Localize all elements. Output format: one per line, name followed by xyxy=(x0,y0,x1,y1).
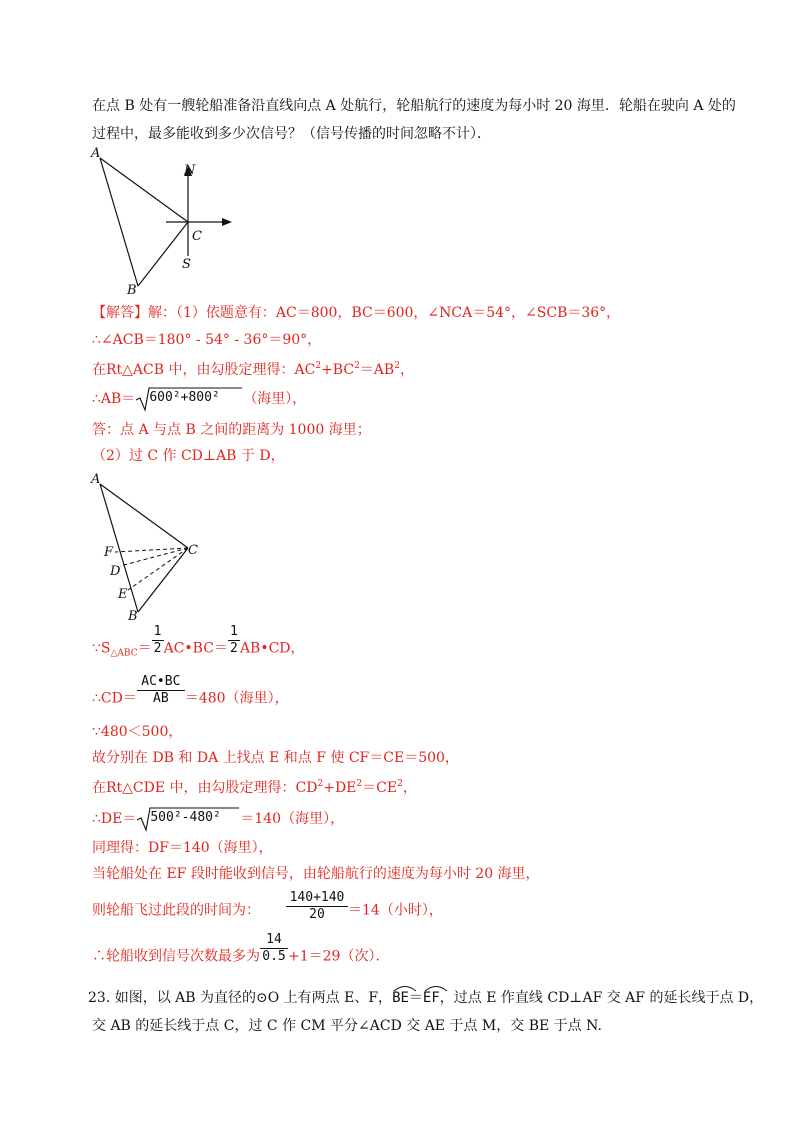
direction-label-s: S xyxy=(182,257,191,272)
radicand: 600²+800² xyxy=(149,390,220,405)
exponent: 2 xyxy=(315,361,322,371)
solution-text: ， xyxy=(402,780,417,796)
solution-line: ∴∠ACB＝180° - 54° - 36°＝90°， xyxy=(92,332,322,348)
solution-line xyxy=(92,932,390,976)
exponent: 2 xyxy=(356,779,363,789)
solution-text: ∴AB＝ xyxy=(92,391,136,407)
solution-line xyxy=(92,674,289,718)
solution-text: ， xyxy=(399,362,414,378)
solution-text: ＝480（海里）， xyxy=(184,690,289,707)
subscript: △ABC xyxy=(110,648,138,659)
problem-text-line: 过程中，最多能收到多少次信号？（信号传播的时间忽略不计）． xyxy=(92,126,491,142)
fraction-count: $\frac{14}{0.5}$ xyxy=(260,932,288,965)
solution-text: AB•CD， xyxy=(239,640,305,657)
solution-text: ＝AB xyxy=(359,362,395,378)
solution-text: +1＝29（次）． xyxy=(288,948,390,965)
solution-line xyxy=(92,356,414,380)
solution-text: （海里）， xyxy=(243,391,307,407)
arc-be: BE xyxy=(392,988,409,1008)
sqrt-expression xyxy=(136,806,240,832)
solution-line xyxy=(92,890,443,932)
solution-text: 在Rt△CDE 中，由勾股定理得：CD xyxy=(92,780,318,796)
point-label-e: E xyxy=(118,587,128,602)
solution-text: +DE xyxy=(323,780,357,796)
point-label-d: D xyxy=(110,564,121,579)
solution-text: ∴DE＝ xyxy=(92,811,137,827)
solution-line: 同理得：DF＝140（海里）， xyxy=(92,840,273,856)
solution-text: ＝CE xyxy=(362,780,398,796)
solution-text: ∵S xyxy=(92,640,111,657)
problem-23-line: 交 AB 的延长线于点 C，过 C 作 CM 平分∠ACD 交 AE 于点 M，交 BE 于点 N. xyxy=(92,1018,602,1034)
exponent: 2 xyxy=(317,779,324,789)
fraction-cd: $\frac{AC•BC}{AB}$ xyxy=(137,674,185,707)
answer-tag: 【解答】 xyxy=(92,305,148,321)
problem-text: ＝ xyxy=(408,990,423,1006)
solution-text: 则轮船飞过此段的时间为： xyxy=(92,902,260,919)
solution-text: AC•BC＝ xyxy=(163,640,228,657)
figure-triangle-compass xyxy=(80,140,250,300)
solution-line: 答：点 A 与点 B 之间的距离为 1000 海里； xyxy=(92,422,371,438)
problem-text-line: 在点 B 处有一艘轮船准备沿直线向点 A 处航行，轮船航行的速度为每小时 20 海里．轮船在驶向 A 处的 xyxy=(92,98,736,114)
point-label-a: A xyxy=(91,472,101,487)
solution-line xyxy=(92,806,344,836)
point-label-c: C xyxy=(192,229,202,244)
radicand: 500²-480² xyxy=(150,810,221,825)
point-label-f: F xyxy=(104,545,114,560)
direction-label-n: N xyxy=(184,163,196,178)
fraction-time: $\frac{140+140}{20}$ xyxy=(286,890,348,923)
solution-line xyxy=(92,386,306,416)
solution-line: 当轮船处在 EF 段时能收到信号，由轮船航行的速度为每小时 20 海里， xyxy=(92,866,540,882)
sqrt-expression xyxy=(135,386,243,412)
problem-text: 如图，以 AB 为直径的⊙O 上有两点 E、F， xyxy=(114,990,393,1006)
solution-line xyxy=(92,774,417,798)
exponent: 2 xyxy=(354,361,360,371)
problem-text: ，过点 E 作直线 CD⊥AF 交 AF 的延长线于点 D， xyxy=(439,990,764,1006)
point-label-a: A xyxy=(91,146,101,161)
solution-text: ∴CD＝ xyxy=(92,690,137,707)
fraction-half: $\frac{1}{2}$ xyxy=(228,624,240,657)
solution-text: 在Rt△ACB 中，由勾股定理得：AC xyxy=(92,362,316,378)
solution-text: 解：（1）依题意有：AC＝800，BC＝600，∠NCA＝54°，∠SCB＝36°， xyxy=(148,305,621,321)
problem-number: 23. xyxy=(88,990,111,1006)
solution-text: ∴轮船收到信号次数最多为 xyxy=(92,948,260,965)
exponent: 2 xyxy=(397,779,403,789)
arc-ef: EF xyxy=(423,988,440,1008)
point-label-c: C xyxy=(188,543,198,558)
point-label-b: B xyxy=(127,283,137,298)
figure-triangle-dashed xyxy=(80,466,220,626)
solution-line: （2）过 C 作 CD⊥AB 于 D， xyxy=(92,448,285,464)
solution-text: +BC xyxy=(321,362,355,378)
solution-text: ＝ xyxy=(137,640,152,657)
exponent: 2 xyxy=(394,361,400,371)
solution-line xyxy=(92,303,620,323)
solution-text: ＝14（小时）， xyxy=(348,902,443,919)
problem-23-line xyxy=(88,988,763,1008)
solution-line: 故分别在 DB 和 DA 上找点 E 和点 F 使 CF＝CE＝500， xyxy=(92,750,459,766)
solution-text: ＝140（海里）， xyxy=(240,811,345,827)
fraction-half: $\frac{1}{2}$ xyxy=(152,624,164,657)
solution-line xyxy=(92,624,305,668)
solution-line: ∵480＜500， xyxy=(92,724,183,740)
point-label-b: B xyxy=(128,609,138,624)
